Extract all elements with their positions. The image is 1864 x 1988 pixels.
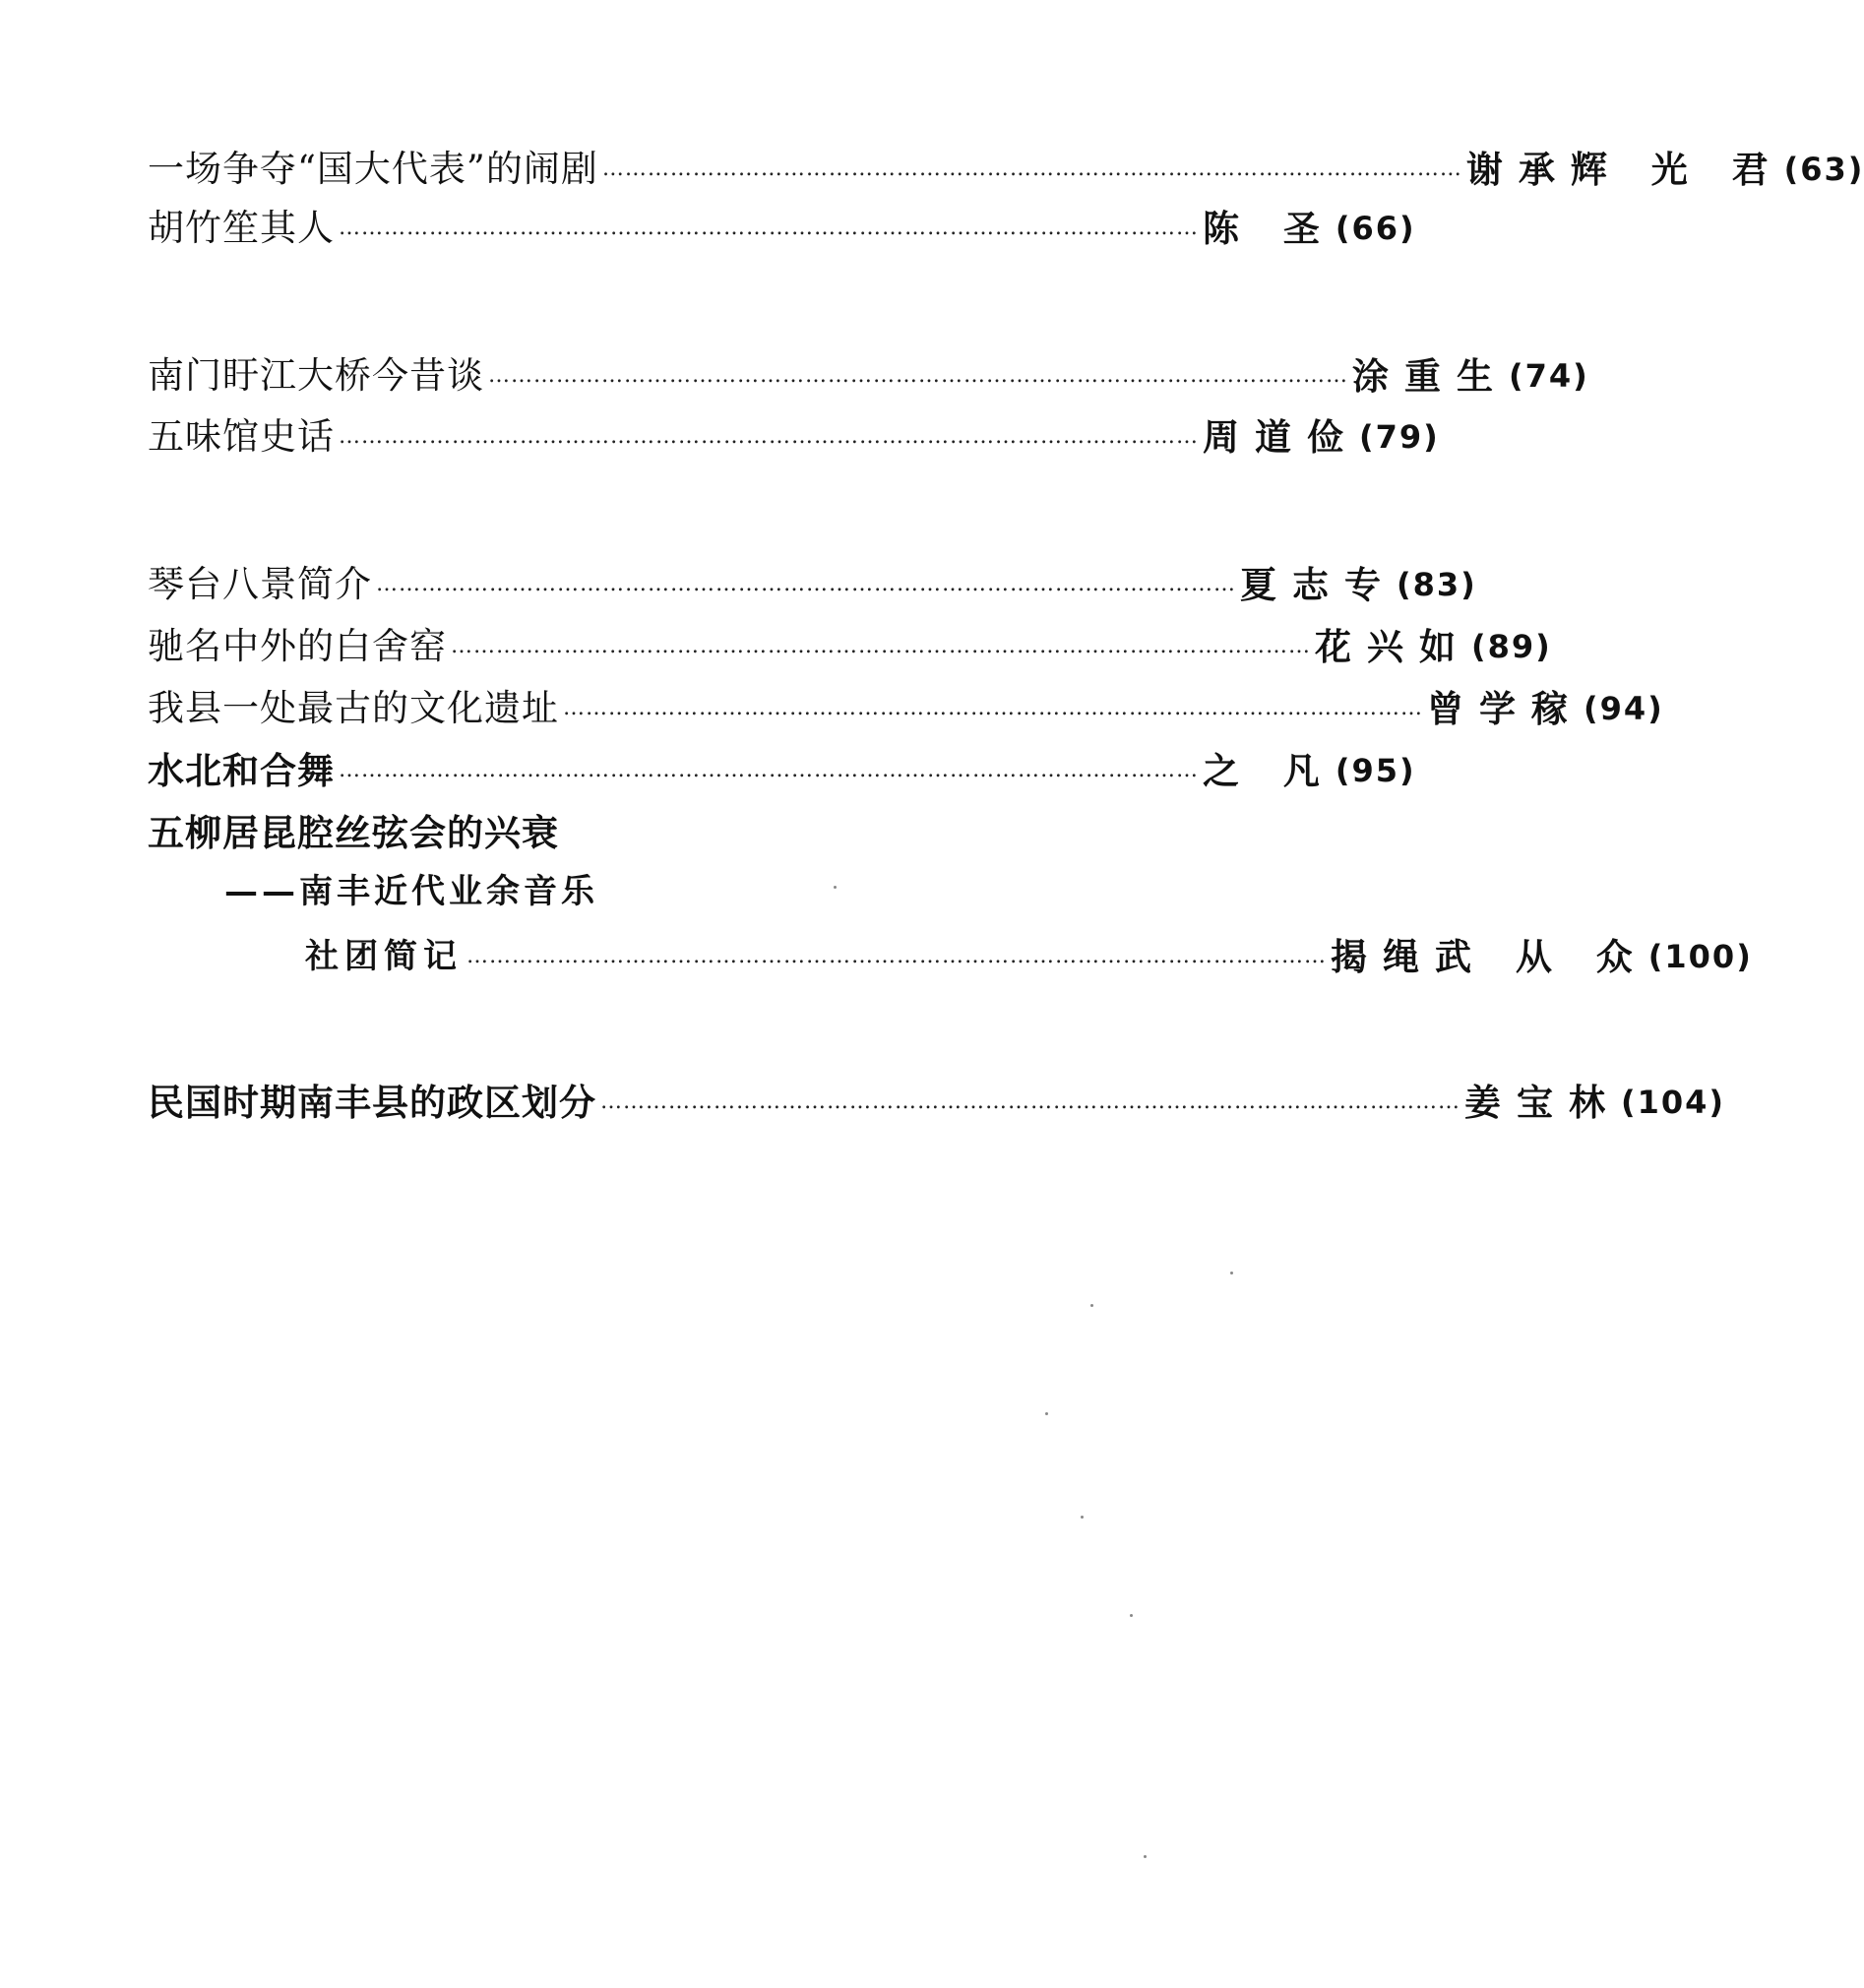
dot-leader: ……………………………………………………………………………………………………	[339, 424, 1199, 449]
toc-entry-title: 一场争夺“国大代表”的闹剧	[148, 148, 598, 190]
dot-leader: ……………………………………………………………………………………………………	[563, 696, 1423, 720]
toc-entry-page: (89)	[1471, 628, 1552, 665]
toc-entry-title: 胡竹笙其人	[148, 207, 335, 249]
toc-entry	[148, 352, 1589, 400]
toc-entry-page: (74)	[1509, 357, 1589, 395]
toc-entry-author: 周道俭	[1203, 415, 1359, 459]
toc-entry	[148, 413, 1440, 461]
dot-leader: ……………………………………………………………………………………………………	[466, 944, 1327, 968]
dot-leader: ……………………………………………………………………………………………………	[601, 156, 1462, 181]
toc-entry	[148, 623, 1552, 670]
scan-speck	[1081, 1516, 1084, 1519]
toc-entry-page: (104)	[1621, 1084, 1726, 1121]
toc-entry	[148, 747, 1416, 794]
scan-speck	[1045, 1412, 1048, 1415]
scan-speck	[834, 886, 837, 889]
toc-entry-title: 驰名中外的白舍窑	[148, 625, 447, 667]
toc-entry-author: 夏志专	[1240, 563, 1397, 606]
toc-entry-page: (95)	[1335, 752, 1416, 789]
toc-entry-author: 涂重生	[1352, 354, 1509, 398]
toc-entry-author: 之 凡	[1203, 749, 1336, 792]
toc-entry-author: 花兴如	[1315, 625, 1471, 668]
dot-leader: ……………………………………………………………………………………………………	[488, 363, 1348, 388]
toc-entry	[148, 1079, 1726, 1126]
toc-entry-author: 姜宝林	[1464, 1081, 1621, 1124]
toc-entry-title: 民国时期南丰县的政区划分	[148, 1081, 596, 1124]
toc-entry-author: 谢承辉 光 君	[1465, 148, 1784, 191]
toc-entry-title: 五柳居昆腔丝弦会的兴衰	[148, 811, 559, 854]
toc-entry	[148, 205, 1416, 252]
toc-entry	[305, 933, 1753, 980]
scan-speck	[1230, 1272, 1233, 1274]
dot-leader: ……………………………………………………………………………………………………	[376, 572, 1236, 596]
toc-entry-page: (79)	[1359, 418, 1440, 456]
toc-entry-author: 曾学稼	[1427, 687, 1584, 730]
toc-entry-title: 水北和合舞	[148, 749, 335, 792]
dot-leader: ……………………………………………………………………………………………………	[339, 216, 1199, 240]
toc-entry-title: 琴台八景简介	[148, 563, 372, 605]
toc-entry-author: 揭绳武 从 众	[1331, 935, 1648, 978]
toc-entry-page: (94)	[1584, 690, 1664, 727]
toc-entry-title: 社团简记	[305, 937, 463, 976]
toc-entry-page: (100)	[1647, 938, 1753, 975]
toc-entry	[148, 685, 1664, 732]
toc-entry	[148, 561, 1477, 608]
toc-entry-subtitle: ——南丰近代业余音乐	[224, 872, 598, 911]
toc-entry-page: (66)	[1335, 210, 1416, 247]
toc-entry-page: (63)	[1783, 151, 1864, 188]
toc-entry-title: 我县一处最古的文化遗址	[148, 687, 559, 729]
toc-entry-author: 陈 圣	[1203, 207, 1336, 250]
scan-speck	[1090, 1304, 1093, 1307]
dot-leader: ……………………………………………………………………………………………………	[451, 634, 1311, 658]
toc-entry-title: 五味馆史话	[148, 415, 335, 458]
dot-leader: ……………………………………………………………………………………………………	[600, 1089, 1460, 1114]
toc-entry	[148, 146, 1864, 193]
toc-entry-page: (83)	[1397, 566, 1477, 603]
scan-speck	[1130, 1614, 1133, 1617]
toc-entry-title: 南门盱江大桥今昔谈	[148, 354, 484, 397]
dot-leader: ……………………………………………………………………………………………………	[339, 758, 1199, 782]
scan-speck	[1144, 1855, 1147, 1858]
